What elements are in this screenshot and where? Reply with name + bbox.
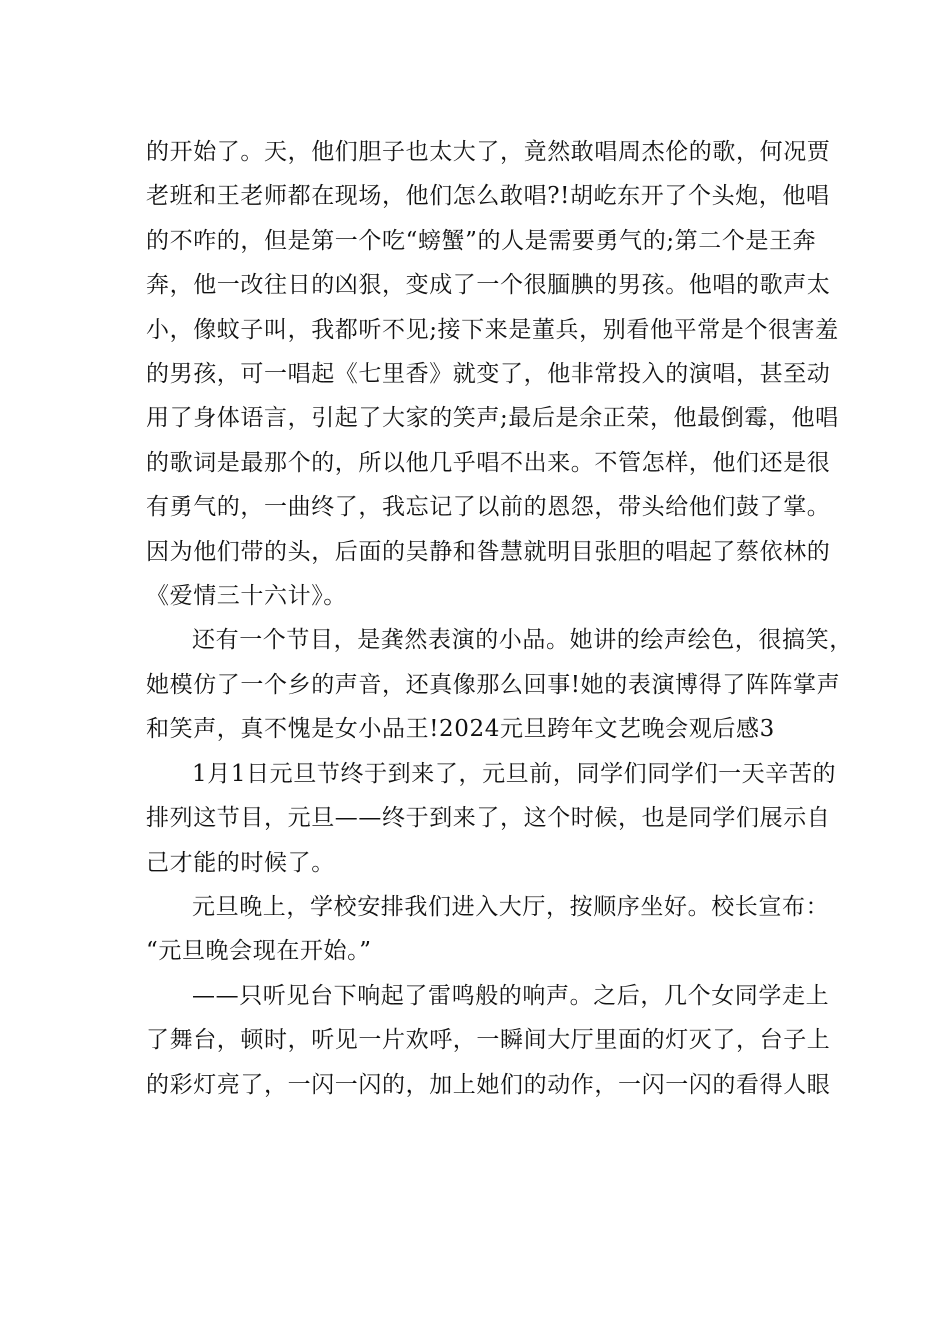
- paragraph: [146, 974, 831, 1107]
- text-line: 小，像蚊子叫，我都听不见;接下来是董兵，别看他平常是个很害羞: [146, 316, 839, 343]
- text-line: 她模仿了一个乡的声音，还真像那么回事!她的表演博得了阵阵掌声: [146, 671, 841, 698]
- text-line: 还有一个节目，是龚然表演的小品。她讲的绘声绘色，很搞笑，: [192, 627, 853, 654]
- text-line: 和笑声，真不愧是女小品王!2024元旦跨年文艺晚会观后感3: [146, 716, 775, 743]
- text-line: 《爱情三十六计》。: [146, 583, 347, 610]
- text-line: 因为他们带的头，后面的吴静和昝慧就明目张胆的唱起了蔡依林的: [146, 538, 831, 565]
- paragraph: [146, 618, 853, 751]
- text-line: 元旦晚上，学校安排我们进入大厅，按顺序坐好。校长宣布：: [192, 893, 830, 920]
- text-line: 老班和王老师都在现场，他们怎么敢唱?!胡屹东开了个头炮，他唱: [146, 183, 830, 210]
- text-line: “元旦晚会现在开始。”: [146, 938, 372, 965]
- text-line: 排列这节目，元旦——终于到来了，这个时候，也是同学们展示自: [146, 805, 831, 832]
- text-line: 有勇气的，一曲终了，我忘记了以前的恩怨，带头给他们鼓了掌。: [146, 494, 831, 521]
- text-line: 的男孩，可一唱起《七里香》就变了，他非常投入的演唱，甚至动: [146, 361, 831, 388]
- text-line: 的开始了。天，他们胆子也太大了，竟然敢唱周杰伦的歌，何况贾: [146, 139, 831, 165]
- paragraph: [146, 885, 830, 974]
- text-line: 的歌词是最那个的，所以他几乎唱不出来。不管怎样，他们还是很: [146, 449, 831, 476]
- paragraph: [146, 130, 839, 618]
- document-body: [146, 130, 853, 1107]
- text-line: 的不咋的，但是第一个吃“螃蟹”的人是需要勇气的;第二个是王奔: [146, 227, 817, 254]
- text-line: 奔，他一改往日的凶狠，变成了一个很腼腆的男孩。他唱的歌声太: [146, 272, 831, 299]
- text-line: 了舞台，顿时，听见一片欢呼，一瞬间大厅里面的灯灭了，台子上: [146, 1027, 831, 1054]
- text-line: 己才能的时候了。: [146, 849, 335, 876]
- text-line: ——只听见台下响起了雷鸣般的响声。之后，几个女同学走上: [192, 982, 830, 1009]
- text-line: 的彩灯亮了，一闪一闪的，加上她们的动作，一闪一闪的看得人眼: [146, 1071, 831, 1098]
- text-line: 用了身体语言，引起了大家的笑声;最后是余正荣，他最倒霉，他唱: [146, 405, 839, 432]
- text-line: 1月1日元旦节终于到来了，元旦前，同学们同学们一天辛苦的: [192, 760, 837, 787]
- paragraph: [146, 752, 837, 885]
